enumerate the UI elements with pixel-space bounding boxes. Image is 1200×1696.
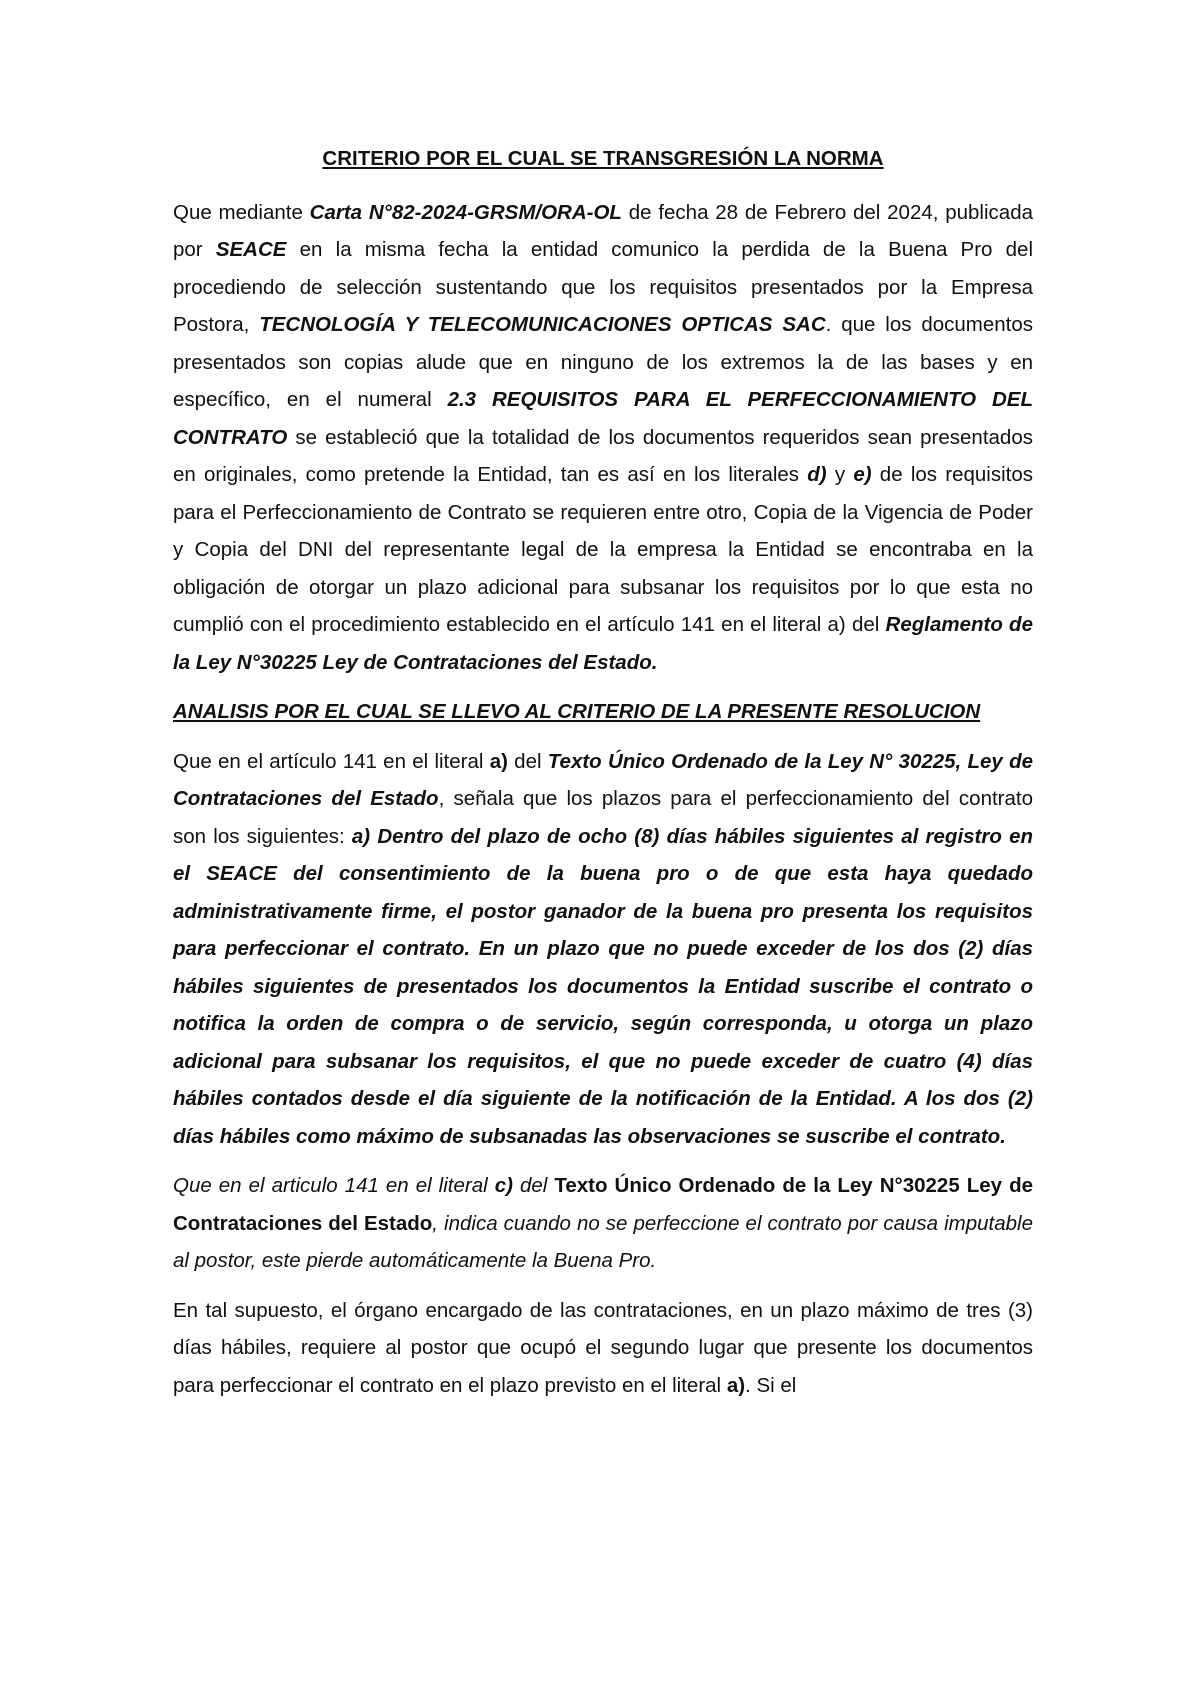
text-run: Que en el articulo 141 en el literal (173, 1174, 495, 1197)
text-run: SEACE (215, 238, 287, 261)
text-run: c) (494, 1174, 513, 1197)
text-run: de los requisitos para el Perfeccionamiento de Contrato se requieren entre otro, Copia de la Vigencia de Poder y Copia del DNI del representante legal de la empresa la Entidad se encontraba en la obligación de otorgar un plazo adicional para subsanar los requisitos por lo que esta no cumplió con el procedimiento establecido en el artículo 141 en el literal a) del (173, 463, 1033, 636)
text-run: a) (726, 1373, 746, 1397)
text-run: Reglamento de la Ley N°30225 Ley de Contrataciones del Estado. (173, 613, 1033, 674)
text-run: , señala que los plazos para el perfeccionamiento del contrato son los siguientes: (173, 787, 1033, 848)
paragraph-segundo-lugar (173, 1292, 1033, 1405)
text-run: Que mediante (173, 200, 310, 224)
section-heading-analisis: ANALISIS POR EL CUAL SE LLEVO AL CRITERIO DE LA PRESENTE RESOLUCION (173, 700, 981, 723)
text-run: a) (489, 749, 508, 773)
text-run: . que los documentos presentados son copias alude que en ninguno de los extremos la de las bases y en específico, en el numeral (173, 313, 1034, 411)
text-run: Que en el artículo 141 en el literal (173, 749, 490, 773)
text-run: 2.3 REQUISITOS PARA EL PERFECCIONAMIENTO DEL CONTRATO (173, 388, 1033, 449)
paragraph-articulo-141-c (173, 1167, 1033, 1280)
text-run: Carta N°82-2024-GRSM/ORA-OL (309, 200, 622, 224)
paragraph-criterio (173, 194, 1033, 682)
text-run: En tal supuesto, el órgano encargado de las contrataciones, en un plazo máximo de tres (3) días hábiles, requiere al postor que ocupó el segundo lugar que presente los documentos para perfeccionar el contrato en el plazo previsto en el literal (173, 1298, 1033, 1397)
text-run: de fecha 28 de Febrero del 2024, publicada por (173, 200, 1033, 261)
text-run: del (507, 749, 548, 773)
document-body (173, 140, 1033, 1416)
text-run: del (512, 1174, 555, 1197)
text-run: . Si el (745, 1373, 797, 1397)
text-run: y (826, 463, 854, 486)
text-run: a) Dentro del plazo de ocho (8) días hábiles siguientes al registro en el SEACE del consentimiento de la buena pro o de que esta haya quedado administrativamente firme, el postor ganador de la buena pro presenta los requisitos para perfeccionar el contrato. En un plazo que no puede exceder de los dos (2) días hábiles siguientes de presentados los documentos la Entidad suscribe el contrato o notifica la orden de compra o de servicio, según corresponda, u otorga un plazo adicional para subsanar los requisitos, el que no puede exceder de cuatro (4) días hábiles contados desde el día siguiente de la notificación de la Entidad. A los dos (2) días hábiles como máximo de subsanadas las observaciones se suscribe el contrato. (173, 824, 1033, 1148)
text-run: TECNOLOGÍA Y TELECOMUNICACIONES OPTICAS SAC (259, 313, 826, 336)
text-run: Texto Único Ordenado de la Ley N°30225 Ley de Contrataciones del Estado (173, 1174, 1034, 1235)
text-run: , indica cuando no se perfeccione el contrato por causa imputable al postor, este pierde automáticamente la Buena Pro. (173, 1211, 1033, 1272)
text-run: d) (807, 463, 827, 486)
text-run: en la misma fecha la entidad comunico la perdida de la Buena Pro del procediendo de selección sustentando que los requisitos presentados por la Empresa Postora, (173, 238, 1033, 336)
text-run: Texto Único Ordenado de la Ley N° 30225, Ley de Contrataciones del Estado (173, 749, 1033, 810)
paragraph-articulo-141-a (173, 743, 1033, 1156)
document-title: CRITERIO POR EL CUAL SE TRANSGRESIÓN LA NORMA (322, 147, 884, 170)
text-run: se estableció que la totalidad de los documentos requeridos sean presentados en originales, como pretende la Entidad, tan es así en los literales (173, 425, 1033, 486)
text-run: e) (853, 463, 872, 486)
